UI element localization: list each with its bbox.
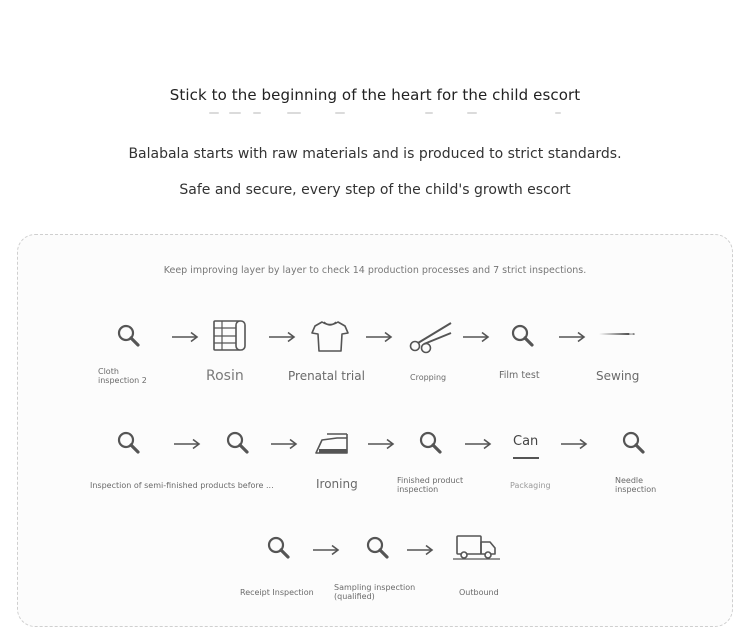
magnifier-icon	[114, 428, 174, 468]
intro-line-2: Safe and secure, every step of the child's growth escort	[179, 182, 571, 198]
arrow-icon	[406, 541, 434, 553]
step-label-sampling-inspection: Sampling inspection (qualified)	[334, 583, 416, 601]
arrow-icon	[560, 435, 588, 447]
intro-line-1: Balabala starts with raw materials and is produced to strict standards.	[128, 146, 622, 162]
step-label-film-test: Film test	[499, 370, 540, 381]
truck-icon	[452, 533, 512, 573]
page-title: Stick to the beginning of the heart for the child escort	[169, 86, 581, 104]
step-label-prenatal-trial: Prenatal trial	[288, 369, 365, 383]
process-panel	[17, 234, 733, 627]
step-label-rosin: Rosin	[206, 368, 244, 384]
magnifier-icon	[114, 321, 174, 361]
arrow-icon	[312, 541, 340, 553]
can-underline	[513, 457, 539, 459]
step-label-finished-product-inspection: Finished product inspection	[397, 476, 464, 494]
arrow-icon	[464, 435, 492, 447]
arrow-icon	[462, 328, 490, 340]
step-label-semi-finished-inspection: Inspection of semi-finished products before ...	[90, 481, 274, 490]
step-label-cropping: Cropping	[410, 373, 447, 382]
step-label-needle-inspection: Needle inspection	[615, 476, 657, 494]
needle-icon	[598, 327, 658, 367]
step-label-ironing: Ironing	[316, 477, 358, 491]
magnifier-icon	[619, 428, 679, 468]
step-label-sewing: Sewing	[596, 369, 640, 383]
fabric-roll-icon	[211, 318, 271, 358]
arrow-icon	[268, 328, 296, 340]
decorative-divider	[205, 112, 565, 118]
iron-icon	[313, 428, 373, 468]
arrow-icon	[270, 435, 298, 447]
can-icon: Can	[513, 434, 539, 449]
arrow-icon	[367, 435, 395, 447]
step-label-packaging: Packaging	[510, 481, 551, 490]
step-label-receipt-inspection: Receipt Inspection	[240, 588, 314, 597]
process-caption: Keep improving layer by layer to check 14 production processes and 7 strict inspections.	[163, 265, 587, 276]
step-label-cloth-inspection: Cloth inspection 2	[98, 367, 147, 385]
step-label-outbound: Outbound	[459, 588, 499, 597]
arrow-icon	[171, 328, 199, 340]
arrow-icon	[365, 328, 393, 340]
arrow-icon	[558, 328, 586, 340]
scissors-icon	[407, 319, 467, 359]
arrow-icon	[173, 435, 201, 447]
tshirt-icon	[310, 319, 370, 359]
